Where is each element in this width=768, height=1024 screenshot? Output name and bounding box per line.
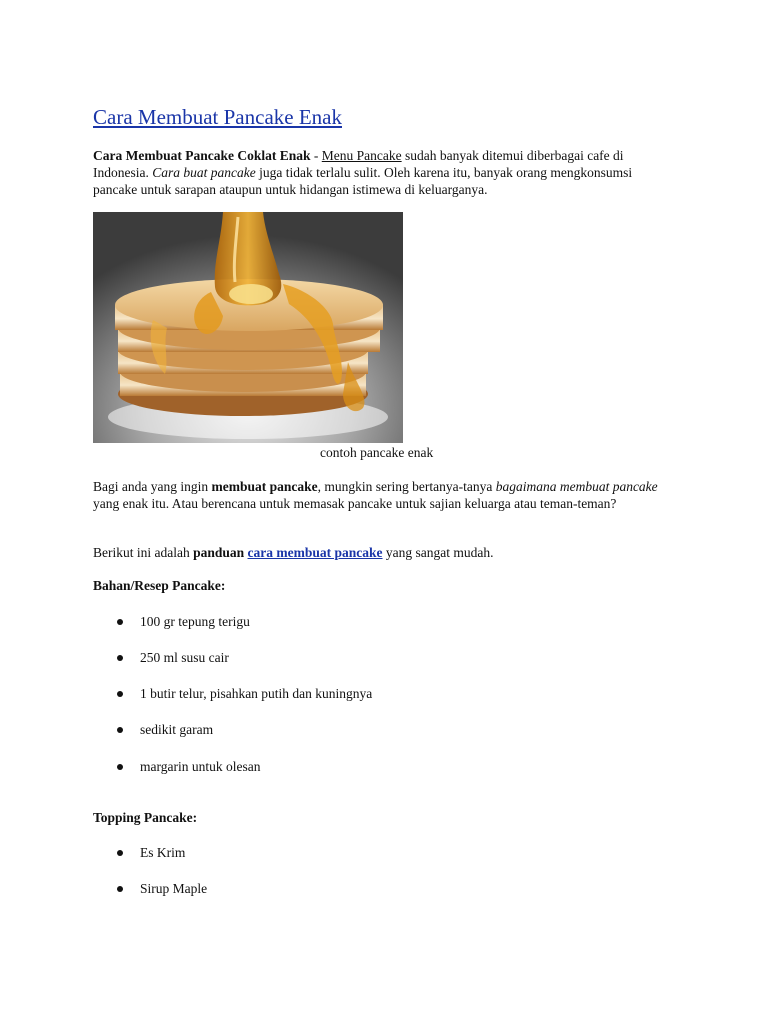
para2-text-2: , mungkin sering bertanya-tanya [317, 479, 496, 494]
intro-paragraph [93, 147, 673, 198]
para2-text-3: yang enak itu. Atau berencana untuk memasak pancake untuk sajian keluarga atau teman-teman? [93, 496, 617, 511]
para3-text-1: Berikut ini adalah [93, 545, 194, 560]
para2-text-1: Bagi anda yang ingin [93, 479, 212, 494]
menu-pancake-link[interactable]: Menu Pancake [321, 148, 402, 163]
bahan-heading: Bahan/Resep Pancake: [93, 578, 226, 593]
bullet-icon [117, 727, 123, 733]
intro-text-1: sudah banyak ditemui diberbagai cafe di Indonesia. [93, 148, 624, 180]
bullet-icon [117, 655, 123, 661]
para3-text-2: yang sangat mudah. [382, 545, 494, 560]
intro-dash: - [310, 148, 322, 163]
pancake-photo [93, 212, 403, 443]
image-caption: contoh pancake enak [320, 445, 434, 460]
intro-italic: Cara buat pancake [152, 165, 256, 180]
cara-membuat-pancake-link[interactable]: cara membuat pancake [247, 545, 383, 560]
bullet-icon [117, 764, 123, 770]
topping-heading: Topping Pancake: [93, 810, 198, 825]
pancake-stack-image [93, 212, 403, 443]
para2-bold: membuat pancake [211, 479, 318, 494]
intro-bold-lead: Cara Membuat Pancake Coklat Enak [93, 148, 311, 163]
bullet-icon [117, 691, 123, 697]
article-title[interactable]: Cara Membuat Pancake Enak [93, 105, 342, 129]
bullet-icon [117, 850, 123, 856]
intro-text-2: juga tidak terlalu sulit. Oleh karena itu, banyak orang mengkonsumsi pancake untuk sarapan ataupun untuk hidangan istimewa di keluarganya. [93, 165, 633, 197]
para2-italic: bagaimana membuat pancake [495, 479, 658, 494]
para3-bold: panduan [193, 545, 245, 560]
paragraph-2 [93, 478, 673, 512]
paragraph-3 [93, 544, 673, 561]
bullet-icon [117, 619, 123, 625]
bullet-icon [117, 886, 123, 892]
